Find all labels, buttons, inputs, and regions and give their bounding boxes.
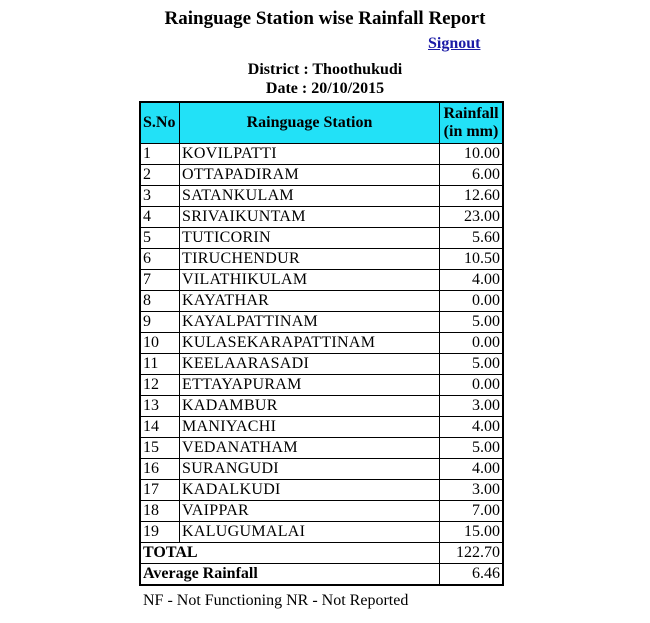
station-name: OTTAPADIRAM — [180, 165, 440, 186]
station-rainfall: 12.60 — [440, 186, 504, 207]
station-sno: 11 — [140, 354, 180, 375]
station-sno: 5 — [140, 228, 180, 249]
station-name: SURANGUDI — [180, 459, 440, 480]
station-rainfall: 10.00 — [440, 144, 504, 165]
rainfall-header-line1: Rainfall — [443, 105, 499, 122]
station-rainfall: 4.00 — [440, 417, 504, 438]
station-sno: 13 — [140, 396, 180, 417]
total-row — [140, 543, 503, 564]
table-row — [140, 396, 503, 417]
station-name: TUTICORIN — [180, 228, 440, 249]
station-sno: 15 — [140, 438, 180, 459]
station-sno: 8 — [140, 291, 180, 312]
table-row — [140, 522, 503, 543]
station-rainfall: 5.60 — [440, 228, 504, 249]
station-rainfall: 0.00 — [440, 291, 504, 312]
station-sno: 14 — [140, 417, 180, 438]
station-name: TIRUCHENDUR — [180, 249, 440, 270]
report-title: Rainguage Station wise Rainfall Report — [164, 8, 486, 29]
table-body — [140, 144, 503, 543]
table-row — [140, 354, 503, 375]
station-rainfall: 4.00 — [440, 270, 504, 291]
station-sno: 17 — [140, 480, 180, 501]
average-row — [140, 564, 503, 586]
station-name: KAYATHAR — [180, 291, 440, 312]
station-rainfall: 15.00 — [440, 522, 504, 543]
table-row — [140, 270, 503, 291]
footnote: NF - Not Functioning NR - Not Reported — [143, 592, 409, 609]
table-row — [140, 312, 503, 333]
date-label: Date : 20/10/2015 — [265, 80, 385, 97]
station-rainfall: 7.00 — [440, 501, 504, 522]
station-sno: 7 — [140, 270, 180, 291]
total-value: 122.70 — [440, 543, 504, 564]
signout-link[interactable]: Signout — [428, 35, 481, 52]
rainfall-header-line2: (in mm) — [443, 123, 499, 140]
station-sno: 12 — [140, 375, 180, 396]
station-name: KADALKUDI — [180, 480, 440, 501]
station-sno: 1 — [140, 144, 180, 165]
station-name: VEDANATHAM — [180, 438, 440, 459]
station-rainfall: 4.00 — [440, 459, 504, 480]
rainfall-table — [139, 101, 504, 586]
average-value: 6.46 — [440, 564, 504, 586]
table-row — [140, 459, 503, 480]
table-row — [140, 417, 503, 438]
table-row — [140, 144, 503, 165]
station-name: KULASEKARAPATTINAM — [180, 333, 440, 354]
station-sno: 3 — [140, 186, 180, 207]
station-sno: 2 — [140, 165, 180, 186]
station-rainfall: 6.00 — [440, 165, 504, 186]
column-header-sno: S.No — [140, 102, 180, 144]
table-row — [140, 375, 503, 396]
station-name: KAYALPATTINAM — [180, 312, 440, 333]
station-sno: 19 — [140, 522, 180, 543]
station-name: SATANKULAM — [180, 186, 440, 207]
station-name: KOVILPATTI — [180, 144, 440, 165]
station-rainfall: 0.00 — [440, 333, 504, 354]
station-sno: 4 — [140, 207, 180, 228]
table-row — [140, 186, 503, 207]
table-row — [140, 333, 503, 354]
total-label: TOTAL — [140, 543, 440, 564]
table-row — [140, 438, 503, 459]
station-name: SRIVAIKUNTAM — [180, 207, 440, 228]
station-rainfall: 5.00 — [440, 354, 504, 375]
station-sno: 16 — [140, 459, 180, 480]
station-rainfall: 23.00 — [440, 207, 504, 228]
table-row — [140, 501, 503, 522]
station-name: VAIPPAR — [180, 501, 440, 522]
station-name: MANIYACHI — [180, 417, 440, 438]
station-name: KALUGUMALAI — [180, 522, 440, 543]
column-header-station: Rainguage Station — [180, 102, 440, 144]
table-row — [140, 480, 503, 501]
table-row — [140, 165, 503, 186]
station-rainfall: 5.00 — [440, 438, 504, 459]
station-name: VILATHIKULAM — [180, 270, 440, 291]
table-header-row — [140, 102, 503, 144]
station-sno: 18 — [140, 501, 180, 522]
average-label: Average Rainfall — [140, 564, 440, 586]
station-rainfall: 3.00 — [440, 480, 504, 501]
station-rainfall: 0.00 — [440, 375, 504, 396]
station-sno: 9 — [140, 312, 180, 333]
table-row — [140, 291, 503, 312]
station-name: KEELAARASADI — [180, 354, 440, 375]
station-rainfall: 3.00 — [440, 396, 504, 417]
table-row — [140, 249, 503, 270]
station-rainfall: 10.50 — [440, 249, 504, 270]
station-sno: 6 — [140, 249, 180, 270]
station-name: ETTAYAPURAM — [180, 375, 440, 396]
column-header-rainfall — [440, 102, 504, 144]
station-rainfall: 5.00 — [440, 312, 504, 333]
station-name: KADAMBUR — [180, 396, 440, 417]
table-row — [140, 228, 503, 249]
table-row — [140, 207, 503, 228]
district-label: District : Thoothukudi — [247, 61, 403, 78]
station-sno: 10 — [140, 333, 180, 354]
